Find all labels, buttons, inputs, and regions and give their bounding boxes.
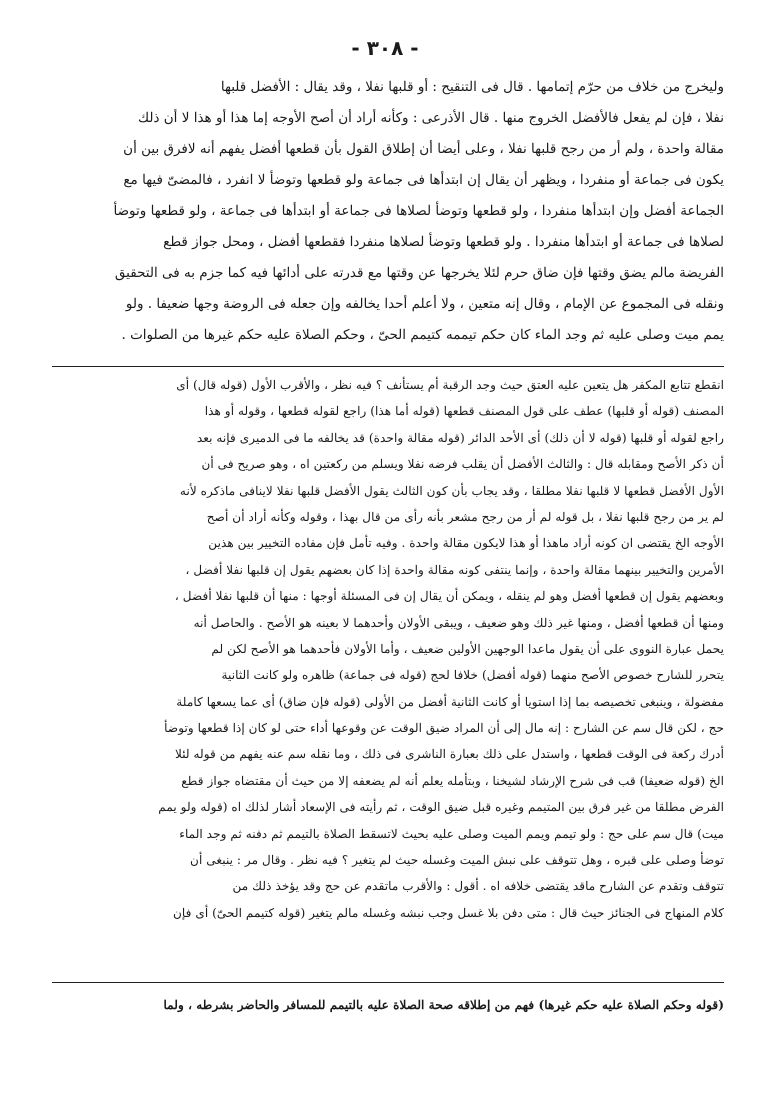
commentary-line: يحمل عبارة النووى على أن يقول ماعدا الوجهين الأولين ضعيف ، وأما الأولان فأحدهما هو الأصح لكن لم <box>211 641 724 656</box>
commentary-line: ومنها أن قطعها أفضل ، ومنها غير ذلك وهو ضعيف ، ويبقى الأولان وأحدهما لا بعينه هو الأصح . والحاصل أنه <box>193 615 724 630</box>
main-text-line: وليخرج من خلاف من حرّم إتمامها . قال فى التنقيح : أو قلبها نفلا ، وقد يقال : الأفضل قلبها <box>220 79 724 95</box>
main-text-line: مقالة واحدة ، ولم أر من رجح قلبها نفلا ، وعلى أيضا أن إطلاق القول بأن قطعها أفضل يفهم أنه لافرق بين أن <box>123 141 724 157</box>
commentary-line: يتحرر للشارح خصوص الأصح منهما (قوله أفضل) خلافا لحج (قوله فى جماعة) ظاهره ولو كانت الثانية <box>221 668 724 683</box>
main-text-line: نفلا ، فإن لم يفعل فالأفضل الخروج منها . قال الأذرعى : وكأنه أراد أن أصح الأوجه إما هذا أو هذا لا أن ذلك <box>137 110 724 126</box>
commentary-line: أن ذكر الأصح ومقابله قال : والثالث الأفضل أن يقلب فرضه نفلا ويسلم من ركعتين اه ، وهو صريح فى أن <box>201 457 724 472</box>
commentary-line: كلام المنهاج فى الجنائز حيث قال : متى دفن بلا غسل وجب نبشه وغسله مالم يتغير (قوله كتيمم الحىّ) أى فإن <box>172 905 724 920</box>
commentary-line: المصنف (قوله أو قلبها) عطف على قول المصنف قطعها (قوله أما هذا) راجع لقوله قطعها ، وقوله أو هذا <box>204 404 724 419</box>
main-text-line: ونقله فى المجموع عن الإمام ، وقال إنه متعين ، ولا أعلم أحدا يخالفه وإن جعله فى الروضة وجها ضعيفا . ولو <box>125 296 724 312</box>
main-text-line: لصلاها فى جماعة أو ابتدأها منفردا . ولو قطعها وتوضأ لصلاها منفردا فقطعها أفضل ، ومحل جواز قطع <box>163 234 724 250</box>
commentary-line: راجع لقوله أو قلبها (قوله لا أن ذلك) أى الأحد الدائر (قوله مقالة واحدة) قد يخالفه ما فى الدميرى فإنه بعد <box>196 430 724 445</box>
footnote-divider <box>52 982 724 983</box>
commentary-line: انقطع تتابع المكفر هل يتعين عليه العتق حيث وجد الرقبة أم يستأنف ؟ فيه نظر ، والأقرب الأول (قوله قال) أى <box>176 378 724 392</box>
commentary-line: توضأ وصلى على قبره ، وهل تتوقف على نبش الميت وغسله حيث لم يتغير ؟ فيه نظر . وقال مر : ينبغى أن <box>190 853 724 868</box>
main-text-line: يمم ميت وصلى عليه ثم وجد الماء كان حكم تيممه كتيمم الحىّ ، وحكم الصلاة عليه حكم غيرها من الصلوات . <box>121 327 724 343</box>
page-number: - ٣٠٨ - <box>351 36 419 60</box>
commentary-line: الأمرين والتخيير بينهما مقالة واحدة ، وإنما ينتفى كونه مقالة واحدة إذا كان بعضهم يقول إن قلبها نفلا أفضل ، <box>185 562 724 577</box>
footnote-text <box>52 992 724 1018</box>
section-divider <box>52 366 724 367</box>
commentary-line: الأوجه الخ يقتضى ان كونه أراد ماهذا أو هذا لايكون مقالة واحدة . وفيه تأمل فإن مفاده التخيير بين هذين <box>208 536 724 551</box>
main-text-line: الجماعة أفضل وإن ابتدأها منفردا ، ولو قطعها وتوضأ لصلاها فى جماعة أو ابتدأها فى جماعة ، ولو قطعها وتوضأ <box>113 203 724 219</box>
footnote-line: (قوله وحكم الصلاة عليه حكم غيرها) فهم من إطلاقه صحة الصلاة عليه بالتيمم للمسافر والحاضر بشرطه ، ولما <box>163 998 724 1012</box>
commentary-line: لم ير من رجح قلبها نفلا ، بل قوله لم أر من رجح مشعر بأنه رأى من قال بهذا ، وقوله وكأنه أراد أن أصح <box>206 509 724 524</box>
commentary-line: مفضولة ، وينبغى تخصيصه بما إذا استويا أو كانت الثانية أفضل من الأولى (قوله فإن ضاق) أى عما يسعها كاملة <box>176 694 724 709</box>
main-text-line: يكون فى جماعة أو منفردا ، ويظهر أن يقال إن ابتدأها فى جماعة ولو قطعها وتوضأ لا انفرد ، فالمضىّ فيها مع <box>123 172 724 188</box>
commentary-line: الخ (قوله ضعيفا) قب فى شرح الإرشاد لشيخنا ، وبتأمله يعلم أنه لم يضعفه إلا من حيث أن مقتضاه جواز قطع <box>181 773 724 788</box>
commentary-line: ميت) قال سم على حج : ولو تيمم ويمم الميت وصلى عليه بحيث لاتسقط الصلاة بالتيمم ثم دفنه ثم وجد الماء <box>179 826 724 841</box>
commentary-text <box>52 372 724 926</box>
commentary-line: وبعضهم يقول إن قطعها أفضل وهو لم ينقله ، ويمكن أن يقال إن فى المسئلة أوجها : منها أن قلبها نفلا أفضل ، <box>174 589 724 604</box>
main-text <box>52 72 724 351</box>
commentary-line: الأول الأفضل قطعها لا قلبها نفلا مطلقا ، وقد يجاب بأن كون الثالث يقول الأفضل قلبها نفلا لاينافى ماذكره لأنه <box>179 483 724 498</box>
commentary-line: أدرك ركعة فى الوقت قطعها ، واستدل على ذلك بعبارة الناشرى فى ذلك ، وما نقله سم عنه يفهم من قوله لئلا <box>174 747 724 762</box>
commentary-line: حج ، لكن قال سم عن الشارح : إنه مال إلى أن المراد ضيق الوقت عن وقوعها أداء حتى لو كان إذا قطعها وتوضأ <box>164 721 724 736</box>
commentary-line: الفرض مطلقا من غير فرق بين المتيمم وغيره قبل ضيق الوقت ، ثم رأيته فى الإسعاد أشار لذلك اه (قوله ولو يمم <box>158 800 724 815</box>
commentary-line: تتوقف وتقدم عن الشارح ماقد يقتضى خلافه اه . أقول : والأقرب ماتقدم عن حج وقد يؤخذ ذلك من <box>232 879 724 894</box>
main-text-line: الفريضة مالم يضق وقتها فإن ضاق حرم لئلا يخرجها عن وقتها مع قدرته على أدائها فيه كما جزم به فى التحقيق <box>114 265 724 281</box>
